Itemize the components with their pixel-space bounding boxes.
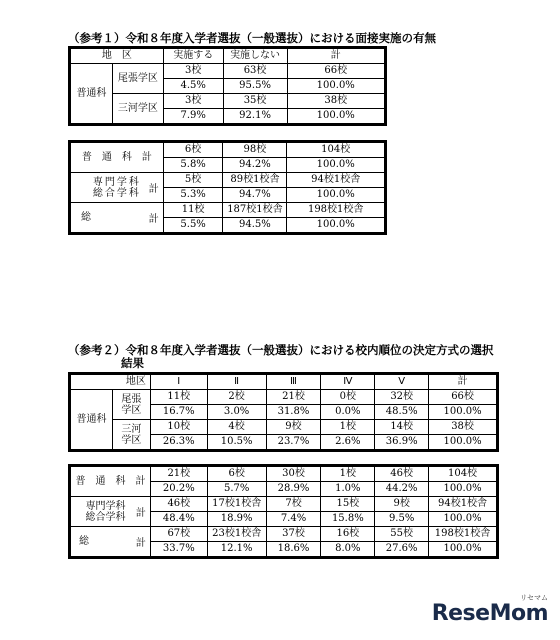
header-col: Ⅱ xyxy=(207,375,266,390)
region-line2: 学区 xyxy=(121,434,142,446)
header-region: 地区 xyxy=(71,375,151,390)
cell-percent: 7.4% xyxy=(266,512,321,527)
region-label xyxy=(112,420,150,450)
cell-count: 14校 xyxy=(375,420,429,435)
cell-count: 89校1校舎 xyxy=(223,173,287,188)
cell-percent: 20.2% xyxy=(150,482,207,497)
cell-count: 10校 xyxy=(150,420,207,435)
cell-percent: 4.5% xyxy=(163,79,223,94)
cell-count: 55校 xyxy=(375,527,429,542)
header-col: 実施する xyxy=(163,49,223,64)
total-label xyxy=(71,527,151,557)
label-total-suffix: 計 xyxy=(135,508,146,519)
label-total-suffix: 計 xyxy=(148,184,159,195)
cell-percent: 92.1% xyxy=(223,109,287,124)
cell-percent: 33.7% xyxy=(150,542,207,557)
cell-count: 35校 xyxy=(223,94,287,109)
cell-count: 15校 xyxy=(321,497,375,512)
header-col: Ⅳ xyxy=(321,375,375,390)
cell-count: 104校 xyxy=(287,143,385,158)
region-line1: 尾張 xyxy=(121,393,142,405)
header-col: Ⅲ xyxy=(266,375,321,390)
region-label: 三河学区 xyxy=(112,94,163,124)
table2-title-line1: （参考２）令和８年度入学者選抜（一般選抜）における校内順位の決定方式の選択 xyxy=(68,343,494,357)
total-label xyxy=(71,497,151,527)
cell-count: 23校1校舎 xyxy=(207,527,266,542)
table-row xyxy=(71,64,385,79)
table-row xyxy=(71,143,385,158)
cell-count: 11校 xyxy=(150,390,207,405)
cell-percent: 94.5% xyxy=(223,218,287,233)
futsuka-label: 普通科 xyxy=(71,64,113,124)
cell-percent: 7.9% xyxy=(163,109,223,124)
table2 xyxy=(70,374,497,450)
label-grand-left: 総 xyxy=(81,212,91,223)
label-grand-right: 計 xyxy=(135,538,146,549)
cell-percent: 9.5% xyxy=(375,512,429,527)
cell-count: 7校 xyxy=(266,497,321,512)
table1-totals xyxy=(70,142,385,233)
table-row xyxy=(71,173,385,188)
cell-count: 46校 xyxy=(150,497,207,512)
cell-count: 94校1校舎 xyxy=(429,497,497,512)
cell-count: 3校 xyxy=(163,94,223,109)
table2-header-row xyxy=(71,375,497,390)
cell-count: 38校 xyxy=(429,420,497,435)
cell-percent: 100.0% xyxy=(287,188,385,203)
cell-count: 37校 xyxy=(266,527,321,542)
cell-count: 198校1校舎 xyxy=(287,203,385,218)
cell-percent: 18.9% xyxy=(207,512,266,527)
cell-percent: 100.0% xyxy=(429,542,497,557)
resemom-logo xyxy=(431,594,548,626)
table2-title-line2: 結果 xyxy=(121,356,144,370)
label-line2: 総合学科 xyxy=(92,187,141,199)
label-grand-right: 計 xyxy=(148,214,159,225)
cell-count: 9校 xyxy=(375,497,429,512)
table-row xyxy=(71,203,385,218)
table-row xyxy=(71,390,497,405)
table-row xyxy=(71,527,497,542)
cell-count: 21校 xyxy=(150,467,207,482)
total-label xyxy=(71,173,164,203)
cell-percent: 18.6% xyxy=(266,542,321,557)
cell-percent: 5.7% xyxy=(207,482,266,497)
cell-count: 3校 xyxy=(163,64,223,79)
cell-percent: 3.0% xyxy=(207,405,266,420)
cell-count: 11校 xyxy=(163,203,223,218)
cell-count: 1校 xyxy=(321,467,375,482)
cell-percent: 23.7% xyxy=(266,435,321,450)
cell-percent: 100.0% xyxy=(429,435,497,450)
cell-percent: 10.5% xyxy=(207,435,266,450)
cell-count: 198校1校舎 xyxy=(429,527,497,542)
cell-count: 187校1校舎 xyxy=(223,203,287,218)
table-row xyxy=(71,420,497,435)
cell-percent: 94.7% xyxy=(223,188,287,203)
resemom-logo-sub: リセマム xyxy=(520,594,548,602)
table1-title: （参考１）令和８年度入学者選抜（一般選抜）における面接実施の有無 xyxy=(68,31,436,45)
cell-count: 0校 xyxy=(321,390,375,405)
cell-percent: 44.2% xyxy=(375,482,429,497)
cell-percent: 5.8% xyxy=(163,158,223,173)
cell-percent: 100.0% xyxy=(429,482,497,497)
table2-totals xyxy=(70,466,497,557)
cell-count: 66校 xyxy=(287,64,385,79)
cell-percent: 36.9% xyxy=(375,435,429,450)
cell-count: 17校1校舎 xyxy=(207,497,266,512)
header-col: 計 xyxy=(429,375,497,390)
header-col: Ⅴ xyxy=(375,375,429,390)
cell-count: 5校 xyxy=(163,173,223,188)
label-line1: 専門学科 xyxy=(85,500,126,512)
table-row xyxy=(71,497,497,512)
cell-percent: 31.8% xyxy=(266,405,321,420)
table-row xyxy=(71,467,497,482)
cell-count: 38校 xyxy=(287,94,385,109)
label-line2: 総合学科 xyxy=(85,511,126,523)
cell-count: 30校 xyxy=(266,467,321,482)
total-label: 普 通 科 計 xyxy=(71,143,164,173)
cell-percent: 100.0% xyxy=(287,218,385,233)
cell-percent: 95.5% xyxy=(223,79,287,94)
table1-header-row xyxy=(71,49,385,64)
cell-percent: 94.2% xyxy=(223,158,287,173)
total-label xyxy=(71,203,164,233)
cell-percent: 2.6% xyxy=(321,435,375,450)
cell-percent: 15.8% xyxy=(321,512,375,527)
region-line2: 学区 xyxy=(121,404,142,416)
cell-count: 1校 xyxy=(321,420,375,435)
cell-percent: 100.0% xyxy=(429,512,497,527)
region-label xyxy=(112,390,150,420)
cell-count: 94校1校舎 xyxy=(287,173,385,188)
header-col: 実施しない xyxy=(223,49,287,64)
cell-percent: 100.0% xyxy=(287,79,385,94)
cell-percent: 5.3% xyxy=(163,188,223,203)
cell-percent: 28.9% xyxy=(266,482,321,497)
cell-count: 4校 xyxy=(207,420,266,435)
cell-count: 6校 xyxy=(163,143,223,158)
header-col: Ⅰ xyxy=(150,375,207,390)
cell-count: 63校 xyxy=(223,64,287,79)
header-region: 地 区 xyxy=(71,49,164,64)
cell-count: 16校 xyxy=(321,527,375,542)
cell-percent: 1.0% xyxy=(321,482,375,497)
header-col: 計 xyxy=(287,49,385,64)
cell-percent: 16.7% xyxy=(150,405,207,420)
cell-count: 67校 xyxy=(150,527,207,542)
cell-count: 9校 xyxy=(266,420,321,435)
cell-percent: 0.0% xyxy=(321,405,375,420)
futsuka-label: 普通科 xyxy=(71,390,113,450)
region-line1: 三河 xyxy=(121,423,142,435)
cell-percent: 26.3% xyxy=(150,435,207,450)
cell-percent: 5.5% xyxy=(163,218,223,233)
cell-count: 46校 xyxy=(375,467,429,482)
cell-count: 98校 xyxy=(223,143,287,158)
label-grand-left: 総 xyxy=(79,536,89,547)
label-line1: 専門学科 xyxy=(92,176,141,188)
table-row xyxy=(71,94,385,109)
cell-percent: 100.0% xyxy=(429,405,497,420)
table1 xyxy=(70,48,385,124)
cell-percent: 100.0% xyxy=(287,158,385,173)
cell-count: 2校 xyxy=(207,390,266,405)
table2-title xyxy=(68,344,494,370)
cell-count: 66校 xyxy=(429,390,497,405)
cell-count: 32校 xyxy=(375,390,429,405)
cell-percent: 27.6% xyxy=(375,542,429,557)
cell-count: 6校 xyxy=(207,467,266,482)
total-label: 普 通 科 計 xyxy=(71,467,151,497)
resemom-logo-text: ReseMom xyxy=(431,601,548,626)
cell-count: 104校 xyxy=(429,467,497,482)
cell-count: 21校 xyxy=(266,390,321,405)
cell-percent: 48.4% xyxy=(150,512,207,527)
region-label: 尾張学区 xyxy=(112,64,163,94)
cell-percent: 12.1% xyxy=(207,542,266,557)
cell-percent: 8.0% xyxy=(321,542,375,557)
cell-percent: 48.5% xyxy=(375,405,429,420)
cell-percent: 100.0% xyxy=(287,109,385,124)
